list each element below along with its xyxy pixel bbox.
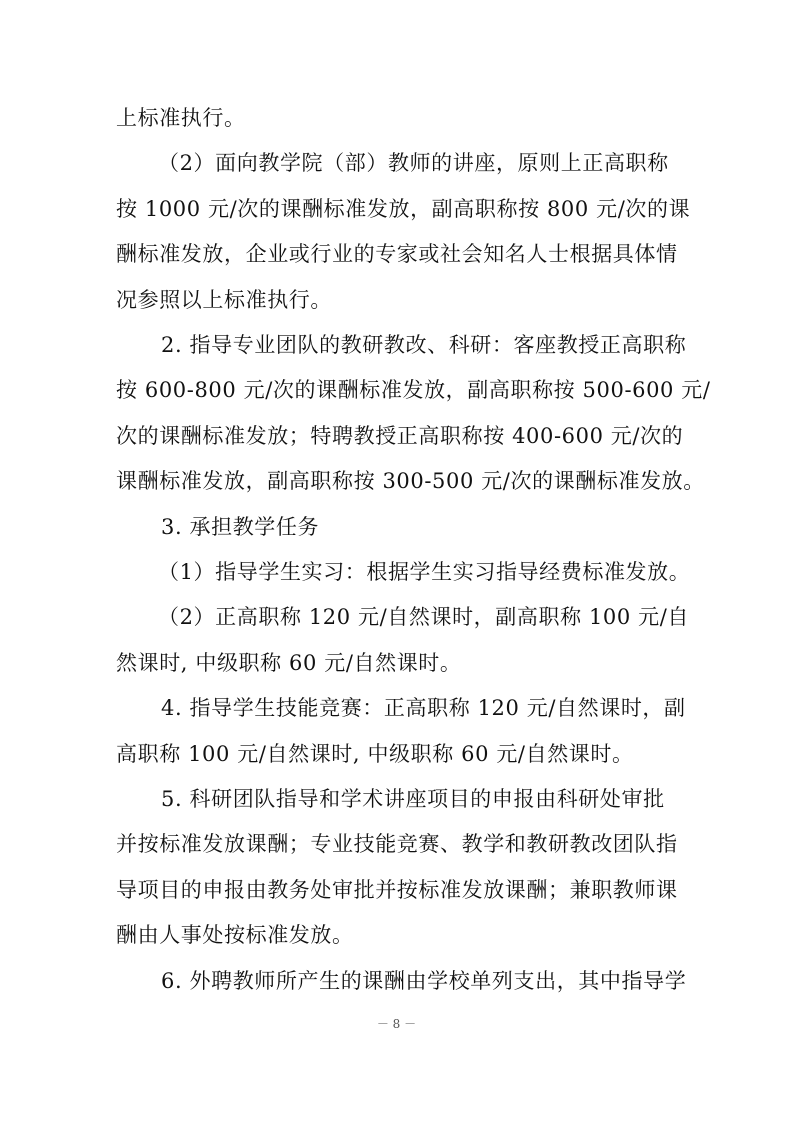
- text-line-19: 酬由人事处按标准发放。: [116, 923, 354, 947]
- text-line-16: 5. 科研团队指导和学术讲座项目的申报由科研处审批: [161, 787, 665, 811]
- text-line-18: 导项目的申报由教务处审批并按标准发放课酬；兼职教师课: [116, 878, 678, 902]
- text-line-13: 然课时, 中级职称 60 元/自然课时。: [116, 651, 462, 675]
- text-line-20: 6. 外聘教师所产生的课酬由学校单列支出，其中指导学: [161, 969, 687, 993]
- page-number: － 8 －: [376, 1017, 417, 1031]
- text-line-5: 况参照以上标准执行。: [116, 288, 332, 312]
- text-line-14: 4. 指导学生技能竞赛：正高职称 120 元/自然课时，副: [161, 696, 686, 720]
- text-line-7: 按 600-800 元/次的课酬标准发放，副高职称按 500-600 元/: [116, 378, 711, 402]
- text-line-2: （2）面向教学院（部）教师的讲座，原则上正高职称: [158, 151, 669, 175]
- text-line-4: 酬标准发放，企业或行业的专家或社会知名人士根据具体情: [116, 242, 678, 266]
- text-line-6: 2. 指导专业团队的教研教改、科研：客座教授正高职称: [161, 333, 687, 357]
- text-line-3: 按 1000 元/次的课酬标准发放，副高职称按 800 元/次的课: [116, 197, 691, 221]
- text-line-8: 次的课酬标准发放；特聘教授正高职称按 400-600 元/次的: [116, 424, 684, 448]
- text-line-12: （2）正高职称 120 元/自然课时，副高职称 100 元/自: [158, 605, 689, 629]
- text-line-10: 3. 承担教学任务: [161, 515, 320, 539]
- text-line-1: 上标准执行。: [116, 106, 246, 130]
- text-line-9: 课酬标准发放，副高职称按 300-500 元/次的课酬标准发放。: [116, 469, 705, 493]
- text-line-15: 高职称 100 元/自然课时, 中级职称 60 元/自然课时。: [116, 742, 634, 766]
- text-line-11: （1）指导学生实习：根据学生实习指导经费标准发放。: [158, 560, 691, 584]
- text-line-17: 并按标准发放课酬；专业技能竞赛、教学和教研教改团队指: [116, 832, 678, 856]
